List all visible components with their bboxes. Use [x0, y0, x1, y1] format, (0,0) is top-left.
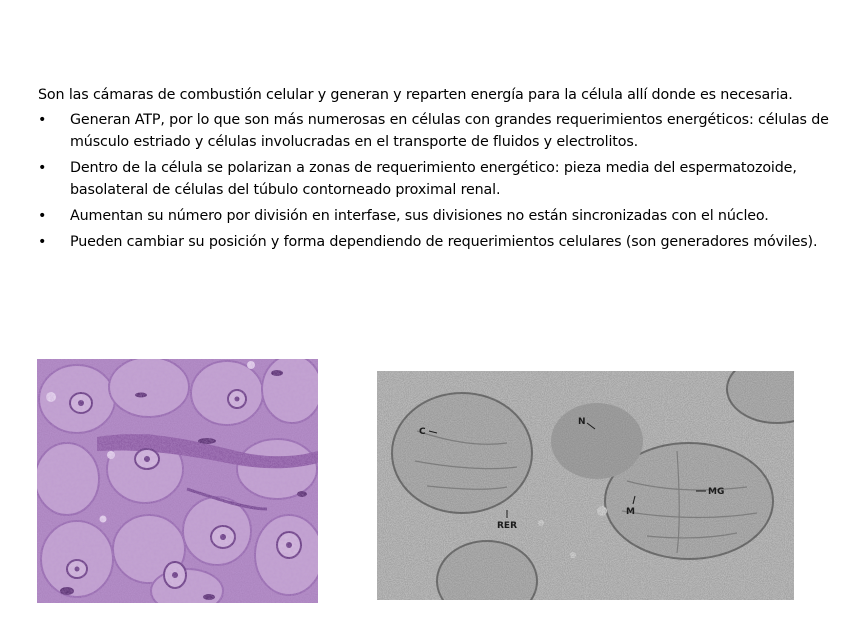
bullet-item	[38, 231, 838, 253]
bullet-text: Dentro de la célula se polarizan a zonas de requerimiento energético: pieza media del espermatozoide, basolateral de células del túbulo contorneado proximal renal.	[70, 160, 797, 198]
label-c: C	[419, 427, 426, 437]
bullet-item	[38, 157, 838, 201]
label-m: M	[626, 507, 635, 517]
label-mg: MG	[708, 487, 725, 497]
bullet-dot: •	[38, 208, 47, 224]
label-rer: RER	[497, 521, 518, 531]
intro-paragraph: Son las cámaras de combustión celular y generan y reparten energía para la célula allí donde es necesaria.	[38, 87, 793, 103]
bullet-dot: •	[38, 234, 47, 250]
bullet-text: Generan ATP, por lo que son más numerosas en células con grandes requerimientos energéticos: células de músculo estriado y células involucradas en el transporte de fluidos y electrolitos.	[70, 112, 829, 150]
label-n: N	[578, 417, 586, 427]
bullet-item	[38, 205, 838, 227]
bullet-text: Pueden cambiar su posición y forma dependiendo de requerimientos celulares (son generadores móviles).	[70, 234, 818, 250]
bullet-item	[38, 109, 838, 153]
bullet-dot: •	[38, 112, 47, 128]
bullet-list	[38, 109, 838, 253]
micrograph-graphic	[377, 371, 794, 600]
slide-text-body	[38, 84, 838, 257]
electron-micrograph-image	[377, 371, 794, 600]
bullet-text: Aumentan su número por división en interfase, sus divisiones no están sincronizadas con el núcleo.	[70, 208, 769, 224]
histology-image	[37, 359, 318, 603]
bullet-dot: •	[38, 160, 47, 176]
histology-graphic	[37, 359, 318, 603]
